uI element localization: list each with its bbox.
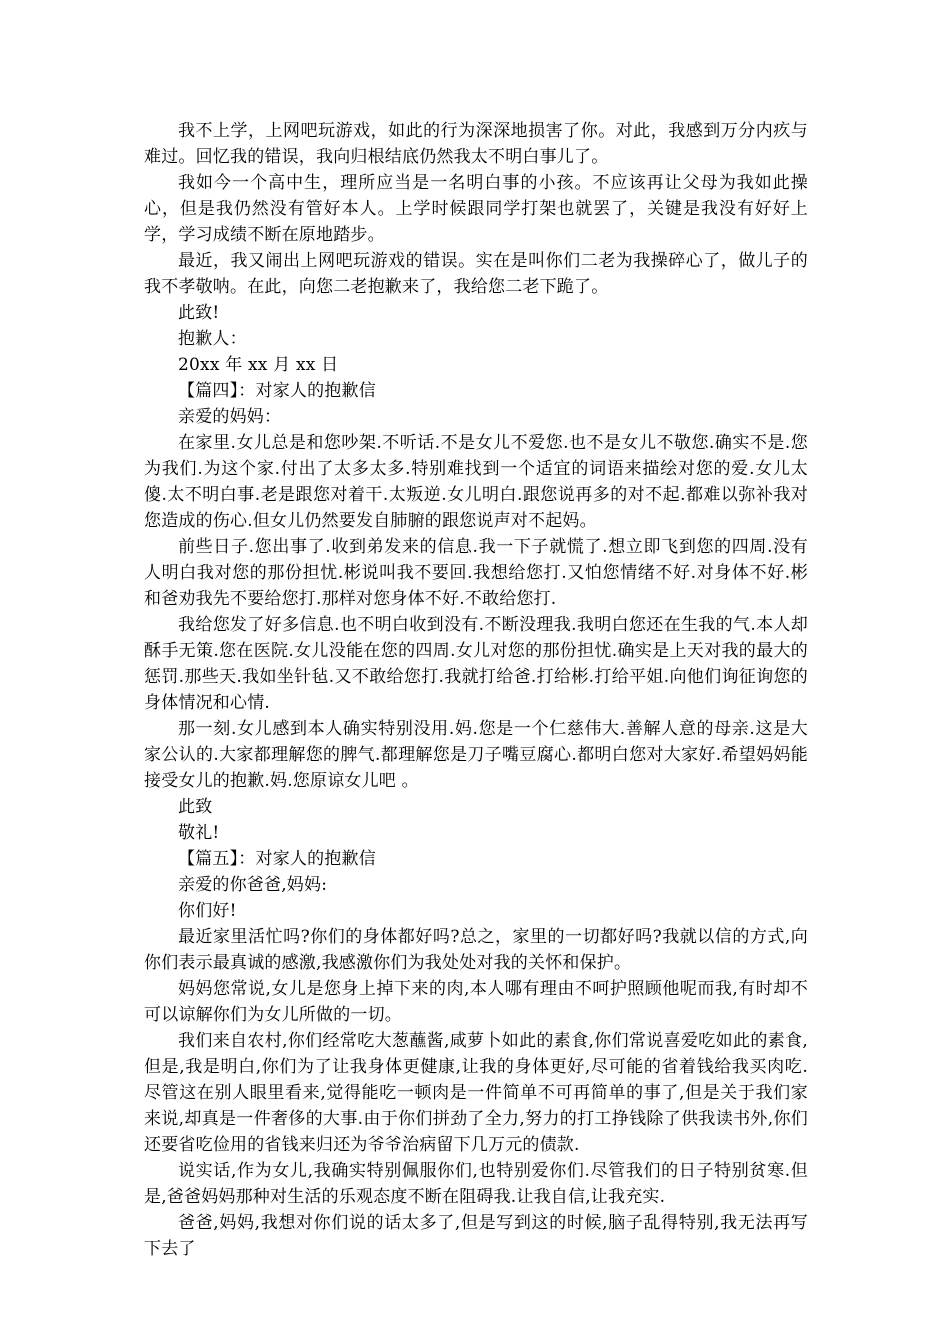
paragraph: 我如今一个高中生，理所应当是一名明白事的小孩。不应该再让父母为我如此操心，但是我仍然没有管好本人。上学时候跟同学打架也就罢了，关键是我没有好好上学，学习成绩不断在原地踏步。 [144, 173, 808, 245]
paragraph: 说实话,作为女儿,我确实特别佩服你们,也特别爱你们.尽管我们的日子特别贫寒.但是,爸爸妈妈那种对生活的乐观态度不断在阻碍我.让我自信,让我充实. [144, 1161, 808, 1207]
document-body [144, 118, 808, 1262]
paragraph: 最近家里活忙吗?你们的身体都好吗?总之，家里的一切都好吗?我就以信的方式,向你们表示最真诚的感激,我感激你们为我处处对我的关怀和保护。 [144, 927, 808, 973]
closing-line: 此致! [178, 303, 220, 323]
paragraph: 在家里.女儿总是和您吵架.不听话.不是女儿不爱您.也不是女儿不敬您.确实不是.您为我们.为这个家.付出了太多太多.特别难找到一个适宜的词语来描绘对您的爱.女儿太傻.太不明白事.老是跟您对着干.太叛逆.女儿明白.跟您说再多的对不起.都难以弥补我对您造成的伤心.但女儿仍然要发自肺腑的跟您说声对不起妈。 [144, 433, 808, 531]
paragraph: 前些日子.您出事了.收到弟发来的信息.我一下子就慌了.想立即飞到您的四周.没有人明白我对您的那份担忧.彬说叫我不要回.我想给您打.又怕您情绪不好.对身体不好.彬和爸劝我先不要给您打.那样对您身体不好.不敢给您打. [144, 537, 808, 609]
closing-line: 敬礼! [178, 823, 220, 843]
section-heading: 【篇五】：对家人的抱歉信 [178, 849, 376, 869]
date-line: 20xx 年 xx 月 xx 日 [178, 355, 339, 375]
salutation: 亲爱的你爸爸,妈妈: [178, 875, 328, 895]
section-heading: 【篇四】：对家人的抱歉信 [178, 381, 376, 401]
paragraph: 我们来自农村,你们经常吃大葱蘸酱,咸萝卜如此的素食,你们常说喜爱吃如此的素食,但是,我是明白,你们为了让我身体更健康,让我的身体更好,尽可能的省着钱给我买肉吃.尽管这在别人眼里看来,觉得能吃一顿肉是一件简单不可再简单的事了,但是关于我们家来说,却真是一件奢侈的大事.由于你们拼劲了全力,努力的打工挣钱除了供我读书外,你们还要省吃俭用的省钱来归还为爷爷治病留下几万元的债款. [144, 1031, 808, 1155]
paragraph: 我不上学，上网吧玩游戏，如此的行为深深地损害了你。对此，我感到万分内疚与难过。回忆我的错误，我向归根结底仍然我太不明白事儿了。 [144, 121, 808, 167]
paragraph: 爸爸,妈妈,我想对你们说的话太多了,但是写到这的时候,脑子乱得特别,我无法再写下去了 [144, 1213, 808, 1259]
greeting: 你们好! [178, 901, 237, 921]
paragraph: 我给您发了好多信息.也不明白收到没有.不断没理我.我明白您还在生我的气.本人却酥手无策.您在医院.女儿没能在您的四周.女儿对您的那份担忧.确实是上天对我的最大的惩罚.那些天.我如坐针毡.又不敢给您打.我就打给爸.打给彬.打给平姐.向他们询征询您的身体情况和心情. [144, 615, 808, 713]
paragraph: 那一刻.女儿感到本人确实特别没用.妈.您是一个仁慈伟大.善解人意的母亲.这是大家公认的.大家都理解您的脾气.都理解您是刀子嘴豆腐心.都明白您对大家好.希望妈妈能接受女儿的抱歉.妈.您原谅女儿吧 。 [144, 719, 808, 791]
paragraph: 妈妈您常说,女儿是您身上掉下来的肉,本人哪有理由不呵护照顾他呢而我,有时却不可以谅解你们为女儿所做的一切。 [144, 979, 808, 1025]
signature-label: 抱歉人： [178, 329, 247, 349]
paragraph: 最近，我又闹出上网吧玩游戏的错误。实在是叫你们二老为我操碎心了，做儿子的我不孝敬呐。在此，向您二老抱歉来了，我给您二老下跪了。 [144, 251, 808, 297]
salutation: 亲爱的妈妈： [178, 407, 282, 427]
closing-line: 此致 [178, 797, 213, 817]
